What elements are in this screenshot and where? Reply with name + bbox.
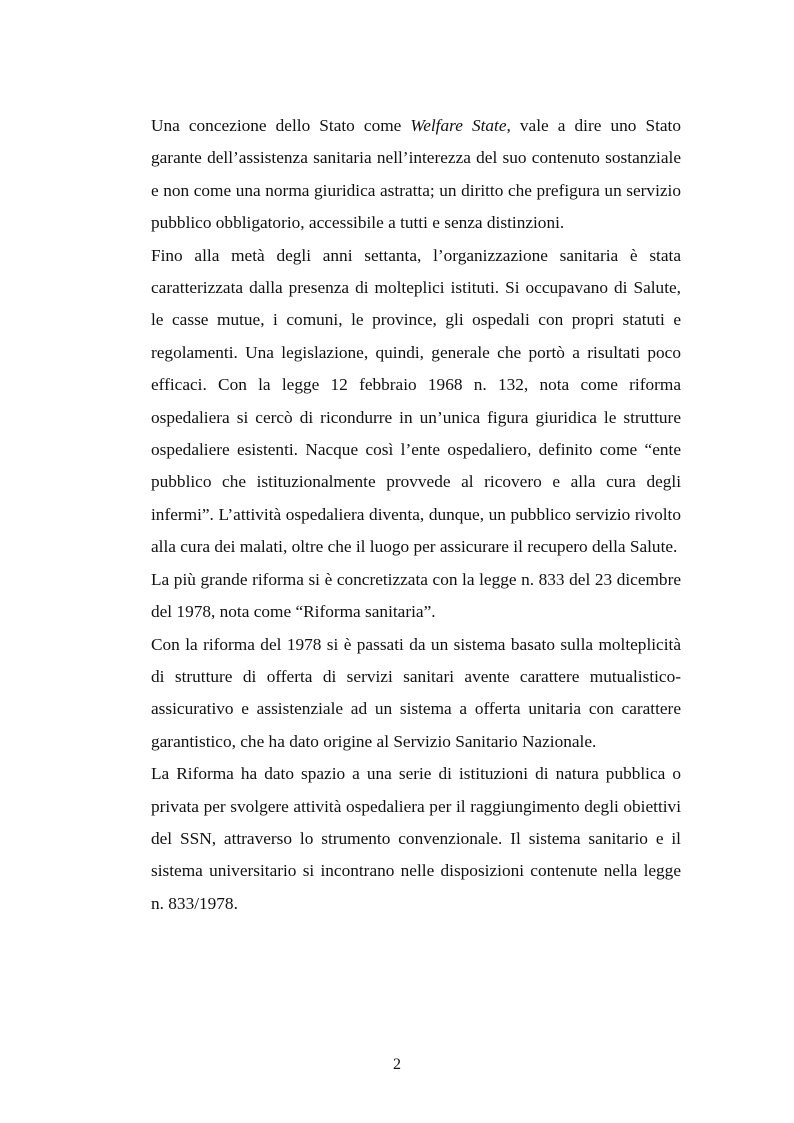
- paragraph-1978-reform: Con la riforma del 1978 si è passati da un sistema basato sulla molteplicità di strutture di offerta di servizi sanitari avente carattere mutualistico-assicurativo e assistenziale ad un sistema a offerta unitaria con carattere garantistico, che ha dato origine al Servizio Sanitario Nazionale.: [151, 634, 681, 751]
- paragraph-welfare-state-lead: Una concezione dello Stato come: [151, 116, 411, 135]
- paragraph-welfare-state: [151, 110, 681, 240]
- paragraph-law-833: La più grande riforma si è concretizzata con la legge n. 833 del 23 dicembre del 1978, nota come “Riforma sanitaria”.: [151, 569, 681, 622]
- paragraph-hospital-reform: Fino alla metà degli anni settanta, l’organizzazione sanitaria è stata caratterizzata dalla presenza di molteplici istituti. Si occupavano di Salute, le casse mutue, i comuni, le province, gli ospedali con propri statuti e regolamenti. Una legislazione, quindi, generale che portò a risultati poco efficaci. Con la legge 12 febbraio 1968 n. 132, nota come riforma ospedaliera si cercò di ricondurre in un’unica figura giuridica le strutture ospedaliere esistenti. Nacque così l’ente ospedaliero, definito come “ente pubblico che istituzionalmente provvede al ricovero e alla cura degli infermi”. L’attività ospedaliera diventa, dunque, un pubblico servizio rivolto alla cura dei malati, oltre che il luogo per assicurare il recupero della Salute.: [151, 245, 681, 557]
- body-text: [151, 110, 681, 920]
- paragraph-ssn-institutions: La Riforma ha dato spazio a una serie di istituzioni di natura pubblica o privata per svolgere attività ospedaliera per il raggiungimento degli obiettivi del SSN, attraverso lo strumento convenzionale. Il sistema sanitario e il sistema universitario si incontrano nelle disposizioni contenute nella legge n. 833/1978.: [151, 764, 681, 913]
- page-number: 2: [393, 1056, 401, 1073]
- paragraph-welfare-state-rest: , vale a dire uno Stato garante dell’assistenza sanitaria nell’interezza del suo contenuto sostanziale e non come una norma giuridica astratta; un diritto che prefigura un servizio pubblico obbligatorio, accessibile a tutti e senza distinzioni.: [151, 116, 681, 233]
- welfare-state-term: Welfare State: [410, 116, 507, 135]
